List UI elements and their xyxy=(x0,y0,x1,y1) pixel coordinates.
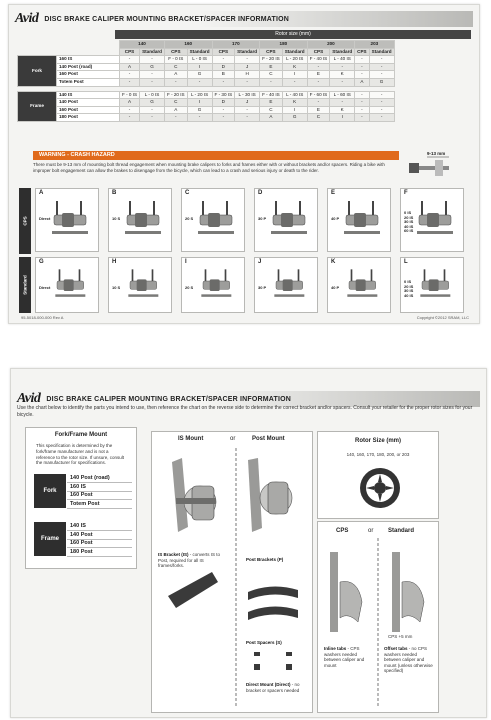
mount-diagrams xyxy=(152,432,312,712)
post-brackets-label: Post Brackets (P) xyxy=(246,557,284,562)
table-cell: I xyxy=(187,99,212,107)
frame-item: 140 IS xyxy=(67,522,132,531)
table-cell: - xyxy=(330,78,355,86)
panel-spec: 0 IS 20 IS 30 IS 40 IS 60 IS xyxy=(404,210,414,234)
table-cell: F - 0 IS xyxy=(120,91,140,99)
caliper-icon xyxy=(415,197,459,245)
table-cell: G xyxy=(282,114,307,122)
is-mount-title: IS Mount xyxy=(178,436,204,442)
table-cell: - xyxy=(355,71,369,79)
table-cell: L - 20 IS xyxy=(187,91,212,99)
table-cell: - xyxy=(140,114,165,122)
panel-letter: A xyxy=(39,190,44,196)
mount-panel xyxy=(35,188,99,252)
table-cell: - xyxy=(369,106,394,114)
table-cell: - xyxy=(330,99,355,107)
offset-tabs-caption: Offset tabs - no CPS washers needed between caliper and mount (unless otherwise specified) xyxy=(384,646,433,674)
avid-logo: Avid xyxy=(15,11,39,26)
table-cell: - xyxy=(282,78,307,86)
cps-mm-label: CPS +5 mm xyxy=(388,634,413,639)
table-cell: - xyxy=(369,99,394,107)
standard-caliper-icon xyxy=(392,552,424,632)
table-cell: - xyxy=(355,56,369,64)
caliper-icon xyxy=(50,197,94,245)
table-cell: - xyxy=(140,56,165,64)
fork-frame-text: This specification is determined by the fork/frame manufacturer and is not a reference to the rotor size. If unsure, consult the manufacturer for specifications. xyxy=(36,443,125,466)
panel-letter: K xyxy=(331,259,336,265)
table-cell: - xyxy=(369,71,394,79)
table-row xyxy=(18,99,395,107)
table-cell: L - 40 IS xyxy=(282,91,307,99)
table-cell: D xyxy=(212,63,235,71)
table-cell: - xyxy=(355,63,369,71)
cps-title: CPS xyxy=(336,528,349,534)
size-row xyxy=(18,41,395,49)
caliper-icon xyxy=(196,266,240,306)
cps-row-label: CPS xyxy=(19,188,31,254)
table-cell: I xyxy=(330,114,355,122)
chart-sheet-back xyxy=(10,368,487,718)
row-label: 160 Post xyxy=(57,71,120,79)
panel-spec: 40 P xyxy=(331,216,340,221)
compatibility-table xyxy=(17,40,395,122)
panel-letter: I xyxy=(185,259,187,265)
subheader-cell: Standard xyxy=(369,48,394,56)
is-bracket-caption: IS Bracket (IS) - converts IS to Post, required for all IS frames/forks. xyxy=(158,552,221,569)
direct-mount-caption: Direct Mount (Direct) - no bracket or spacers needed xyxy=(246,682,300,693)
table-cell: - xyxy=(120,71,140,79)
table-cell: A xyxy=(120,63,140,71)
caliper-icon xyxy=(342,266,386,306)
mount-type-box xyxy=(151,431,313,713)
panel-spec: 20 S xyxy=(185,216,194,221)
rotor-icon xyxy=(358,466,402,510)
size-header: 140 xyxy=(120,41,165,49)
mount-panel xyxy=(254,257,318,313)
table-row xyxy=(18,114,395,122)
table-cell: L - 20 IS xyxy=(282,56,307,64)
size-header: 180 xyxy=(260,41,308,49)
table-cell: - xyxy=(212,114,235,122)
subheader-cell: Standard xyxy=(187,48,212,56)
row-label: 140 IS xyxy=(57,91,120,99)
thread-length-label: 9-13 mm xyxy=(427,151,446,156)
panel-spec: 0 IS 20 IS 30 IS 40 IS xyxy=(404,279,414,298)
table-row xyxy=(18,71,395,79)
table-cell: - xyxy=(187,114,212,122)
subheader-cell: CPS xyxy=(307,48,330,56)
panel-spec: 20 S xyxy=(185,285,194,290)
table-cell: - xyxy=(235,56,260,64)
panel-letter: F xyxy=(404,190,408,196)
table-cell: - xyxy=(330,63,355,71)
cps-standard-diagrams xyxy=(318,522,438,712)
table-cell: - xyxy=(307,63,330,71)
caliper-icon xyxy=(123,197,167,245)
table-cell: L - 0 IS xyxy=(187,56,212,64)
fork-item: 160 Post xyxy=(67,491,132,500)
size-header: 200 xyxy=(307,41,355,49)
table-cell: - xyxy=(355,99,369,107)
table-cell: - xyxy=(369,56,394,64)
fork-group-label: Fork xyxy=(18,56,57,86)
post-bracket-icon xyxy=(248,586,298,600)
standard-row-label: Standard xyxy=(19,257,31,313)
row-label: 140 Post (road) xyxy=(57,63,120,71)
table-cell: F - 40 IS xyxy=(307,56,330,64)
table-cell: - xyxy=(355,106,369,114)
thread-engagement-diagram xyxy=(407,149,467,179)
table-cell: I xyxy=(187,63,212,71)
table-cell: C xyxy=(260,106,283,114)
mount-panel xyxy=(35,257,99,313)
table-cell: F - 0 IS xyxy=(164,56,187,64)
frame-group xyxy=(34,522,130,556)
table-cell: C xyxy=(307,114,330,122)
post-bracket-icon xyxy=(248,606,298,620)
table-cell: - xyxy=(355,114,369,122)
subheader-cell: CPS xyxy=(260,48,283,56)
table-cell: - xyxy=(140,78,165,86)
sheet2-title: DISC BRAKE CALIPER MOUNTING BRACKET/SPACER INFORMATION xyxy=(46,395,292,403)
panel-letter: E xyxy=(331,190,336,196)
table-cell: - xyxy=(120,78,140,86)
mount-panel xyxy=(400,257,464,313)
panel-spec: 30 P xyxy=(258,285,267,290)
table-cell: - xyxy=(164,114,187,122)
part-number: 95-5018-000-000 Rev A xyxy=(21,315,64,320)
fork-frame-mount-box xyxy=(25,427,137,569)
standard-title: Standard xyxy=(388,528,415,534)
warning-banner: WARNING - CRASH HAZARD xyxy=(33,151,399,160)
frame-label: Frame xyxy=(34,522,66,556)
table-cell: - xyxy=(212,78,235,86)
subheader-cell: Standard xyxy=(140,48,165,56)
table-cell: F - 30 IS xyxy=(212,91,235,99)
table-cell: K xyxy=(282,63,307,71)
table-cell: E xyxy=(260,63,283,71)
mount-panel xyxy=(327,257,391,313)
table-cell: F - 20 IS xyxy=(164,91,187,99)
or-label: or xyxy=(230,436,236,442)
rotor-size-list: 140, 160, 170, 180, 200, or 203 xyxy=(346,452,410,457)
sheet1-title: DISC BRAKE CALIPER MOUNTING BRACKET/SPACER INFORMATION xyxy=(44,15,290,23)
frame-item: 160 Post xyxy=(67,539,132,548)
table-cell: D xyxy=(212,99,235,107)
panel-letter: G xyxy=(39,259,44,265)
table-cell: C xyxy=(260,71,283,79)
table-cell: G xyxy=(140,99,165,107)
panel-spec: 10 S xyxy=(112,216,121,221)
panel-spec: 10 S xyxy=(112,285,121,290)
caliper-icon xyxy=(415,266,459,306)
row-label: 160 IS xyxy=(57,56,120,64)
rotor-size-box xyxy=(317,431,439,519)
caliper-icon xyxy=(269,266,313,306)
table-cell: - xyxy=(369,91,394,99)
post-spacers-label: Post Spacers (S) xyxy=(246,640,282,645)
frame-item: 140 Post xyxy=(67,531,132,540)
frame-group-label: Frame xyxy=(18,91,57,121)
table-cell: - xyxy=(307,78,330,86)
size-header: 170 xyxy=(212,41,260,49)
table-cell: F - 20 IS xyxy=(260,56,283,64)
cps-standard-box xyxy=(317,521,439,713)
table-cell: K xyxy=(330,71,355,79)
table-cell: C xyxy=(164,63,187,71)
inline-tabs-caption: Inline tabs - CPS washers needed between caliper and mount xyxy=(324,646,365,668)
fork-item: Totem Post xyxy=(67,500,132,509)
mount-panel xyxy=(181,257,245,313)
intro-text: Use the chart below to identify the parts you intend to use, then reference the chart on the reverse side to determine the correct bracket and/or spacers. Consult your retailer for the proper rotor sizes for your bicycle. xyxy=(17,405,473,418)
subheader-cell: CPS xyxy=(355,48,369,56)
caliper-icon xyxy=(342,197,386,245)
table-cell: G xyxy=(187,106,212,114)
panel-spec: 30 P xyxy=(258,216,267,221)
table-cell: - xyxy=(120,106,140,114)
table-cell: L - 30 IS xyxy=(235,91,260,99)
size-header: 160 xyxy=(164,41,212,49)
caliper-icon xyxy=(50,266,94,306)
panel-letter: L xyxy=(404,259,408,265)
subheader-cell: CPS xyxy=(120,48,140,56)
table-cell: J xyxy=(235,63,260,71)
table-cell: L - 0 IS xyxy=(140,91,165,99)
row-label: 160 Post xyxy=(57,106,120,114)
subheader-cell: CPS xyxy=(212,48,235,56)
row-label: 140 Post xyxy=(57,99,120,107)
table-cell: C xyxy=(164,99,187,107)
table-row xyxy=(18,106,395,114)
post-mount-caliper-icon xyxy=(248,458,292,532)
table-cell: L - 40 IS xyxy=(330,56,355,64)
table-cell: - xyxy=(120,56,140,64)
panel-letter: H xyxy=(112,259,117,265)
table-cell: - xyxy=(140,106,165,114)
mount-panel xyxy=(254,188,318,252)
rotor-size-heading: Rotor size (mm) xyxy=(115,30,471,39)
table-row xyxy=(18,91,395,99)
is-bracket-icon xyxy=(168,572,218,608)
avid-logo: Avid xyxy=(17,391,41,406)
table-cell: I xyxy=(282,71,307,79)
fork-rows xyxy=(18,56,395,86)
caliper-icon xyxy=(123,266,167,306)
mount-panel xyxy=(400,188,464,252)
table-cell: L - 60 IS xyxy=(330,91,355,99)
table-row xyxy=(18,78,395,86)
table-cell: - xyxy=(355,91,369,99)
subheader-cell: CPS xyxy=(164,48,187,56)
table-cell: A xyxy=(355,78,369,86)
row-label: Totem Post xyxy=(57,78,120,86)
mount-panel xyxy=(327,188,391,252)
caliper-icon xyxy=(269,197,313,245)
warning-text: There must be 9-13 mm of mounting bolt thread engagement when mounting brake calipers to forks and frames either with or without brackets and/or spacers. Riding a bike with improper bolt engagement can allow the brakes to disengage from the bicycle, which can lead to a crash and serious injury or death to the rider. xyxy=(33,162,385,173)
table-cell: - xyxy=(260,78,283,86)
table-cell: F - 40 IS xyxy=(260,91,283,99)
table-cell: A xyxy=(164,71,187,79)
frame-item: 180 Post xyxy=(67,548,132,557)
table-cell: - xyxy=(235,106,260,114)
table-cell: K xyxy=(282,99,307,107)
cps-caliper-icon xyxy=(330,552,362,632)
table-cell: E xyxy=(307,71,330,79)
panel-letter: B xyxy=(112,190,117,196)
table-cell: - xyxy=(235,114,260,122)
table-row xyxy=(18,56,395,64)
table-cell: - xyxy=(140,71,165,79)
table-cell: G xyxy=(187,71,212,79)
frame-rows xyxy=(18,91,395,121)
table-cell: A xyxy=(260,114,283,122)
table-cell: - xyxy=(307,99,330,107)
table-cell: B xyxy=(212,71,235,79)
fork-item: 140 Post (road) xyxy=(67,474,132,483)
table-cell: - xyxy=(235,78,260,86)
table-cell: A xyxy=(120,99,140,107)
subheader-row xyxy=(18,48,395,56)
subheader-cell: Standard xyxy=(235,48,260,56)
copyright: Copyright ©2012 SRAM, LLC xyxy=(416,315,469,320)
panel-spec: Direct xyxy=(39,216,51,221)
table-cell: H xyxy=(235,71,260,79)
row-label: 180 Post xyxy=(57,114,120,122)
table-cell: J xyxy=(235,99,260,107)
table-cell: G xyxy=(140,63,165,71)
caliper-icon xyxy=(196,197,240,245)
table-cell: I xyxy=(282,106,307,114)
table-cell: - xyxy=(212,56,235,64)
chart-sheet-front xyxy=(8,4,480,324)
fork-item: 160 IS xyxy=(67,483,132,492)
table-cell: - xyxy=(164,78,187,86)
table-cell: - xyxy=(187,78,212,86)
subheader-cell: Standard xyxy=(330,48,355,56)
mount-panel xyxy=(108,257,172,313)
or-label: or xyxy=(368,528,374,534)
table-cell: E xyxy=(307,106,330,114)
fork-frame-title: Fork/Frame Mount xyxy=(54,432,108,438)
panel-spec: 40 P xyxy=(331,285,340,290)
rotor-size-title: Rotor Size (mm) xyxy=(354,438,401,444)
table-cell: K xyxy=(330,106,355,114)
panel-letter: J xyxy=(258,259,262,265)
sheet1-header xyxy=(15,11,473,27)
panel-letter: C xyxy=(185,190,190,196)
subheader-cell: Standard xyxy=(282,48,307,56)
table-cell: - xyxy=(212,106,235,114)
table-cell: - xyxy=(369,63,394,71)
table-cell: G xyxy=(369,78,394,86)
size-header: 203 xyxy=(355,41,394,49)
table-cell: A xyxy=(164,106,187,114)
table-cell: - xyxy=(120,114,140,122)
post-mount-title: Post Mount xyxy=(252,436,285,442)
mount-panel xyxy=(108,188,172,252)
panel-spec: Direct xyxy=(39,285,51,290)
is-mount-caliper-icon xyxy=(172,458,216,532)
fork-group xyxy=(34,474,130,508)
table-cell: - xyxy=(369,114,394,122)
mount-panel xyxy=(181,188,245,252)
fork-label: Fork xyxy=(34,474,66,508)
post-spacer-icon xyxy=(254,652,292,670)
panel-letter: D xyxy=(258,190,263,196)
table-row xyxy=(18,63,395,71)
table-cell: F - 60 IS xyxy=(307,91,330,99)
table-cell: E xyxy=(260,99,283,107)
